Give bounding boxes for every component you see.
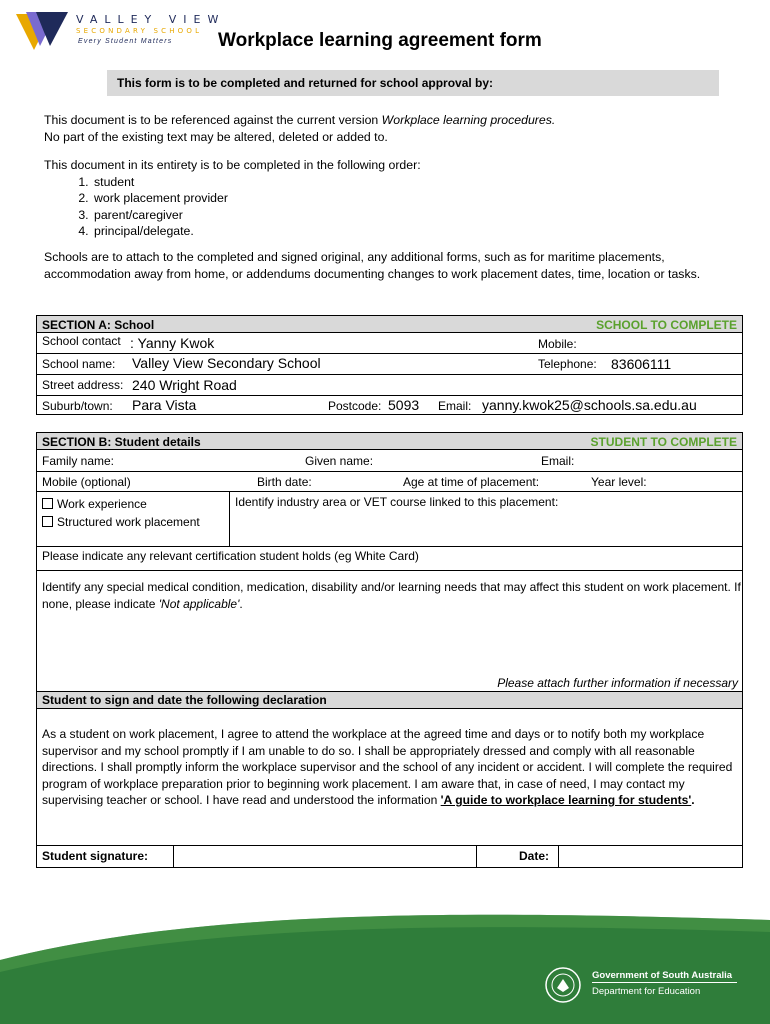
declaration-period: .	[691, 793, 695, 807]
list-item: 2. work placement provider	[92, 190, 421, 207]
year-level-label[interactable]: Year level:	[591, 475, 647, 489]
work-experience-label: Work experience	[57, 497, 147, 511]
list-item: 3. parent/caregiver	[92, 207, 421, 224]
suburb-label: Suburb/town:	[42, 399, 113, 413]
department-name: Department for Education	[592, 986, 701, 997]
given-name-label[interactable]: Given name:	[305, 454, 374, 468]
section-b-title: SECTION B: Student details	[42, 435, 201, 449]
industry-label[interactable]: Identify industry area or VET course linked to this placement:	[235, 495, 559, 509]
date-label: Date:	[519, 849, 550, 863]
email-field[interactable]: yanny.kwok25@schools.sa.edu.au	[482, 397, 697, 413]
street-address-label: Street address:	[42, 378, 124, 392]
list-item: 1. student	[92, 174, 421, 191]
intro-line1: This document is to be referenced against the current version	[44, 113, 382, 127]
school-name-field[interactable]: Valley View Secondary School	[132, 355, 321, 371]
school-name-label: School name:	[42, 357, 116, 371]
procedures-reference: Workplace learning procedures.	[381, 113, 556, 127]
family-name-label[interactable]: Family name:	[42, 454, 115, 468]
student-signature-label: Student signature:	[42, 849, 149, 863]
footer-banner	[0, 900, 770, 1024]
medical-text: Identify any special medical condition, medication, disability and/or learning needs that may affect this student on work placement. If none, please indicate	[42, 580, 741, 611]
medical-period: .	[239, 596, 243, 611]
logo-motto: Every Student Matters	[78, 38, 173, 45]
section-a-title: SECTION A: School	[42, 318, 155, 332]
structured-placement-label: Structured work placement	[57, 515, 200, 529]
not-applicable-text: 'Not applicable'	[158, 596, 240, 611]
declaration-body: As a student on work placement, I agree to attend the workplace at the agreed time and days or to notify both my workplace supervisor and my school promptly if I am unable to do so. I shall be appropriately dressed and comply with all reasonable directions. I shall promptly inform the workplace supervisor and the school of any incident or accident. I will complete the required program of workplace preparation prior to beginning work placement. I am aware that, in case of need, I may contact my supervising teacher or school. I have read and understood the information	[42, 727, 733, 807]
order-list	[44, 174, 421, 240]
work-experience-checkbox[interactable]	[42, 497, 147, 511]
order-intro: This document in its entirety is to be completed in the following order:	[44, 158, 421, 172]
certification-label[interactable]: Please indicate any relevant certification student holds (eg White Card)	[42, 549, 419, 563]
order-block	[44, 157, 421, 240]
mobile-optional-label[interactable]: Mobile (optional)	[42, 475, 131, 489]
date-field[interactable]	[559, 846, 742, 867]
checkbox-icon[interactable]	[42, 516, 53, 527]
intro-reference	[44, 112, 555, 145]
intro-line2: No part of the existing text may be altered, deleted or added to.	[44, 129, 388, 144]
section-b-complete: STUDENT TO COMPLETE	[590, 435, 737, 449]
postcode-label: Postcode:	[328, 399, 382, 413]
telephone-field[interactable]: 83606111	[611, 356, 672, 372]
student-signature-field[interactable]	[174, 846, 475, 867]
structured-placement-checkbox[interactable]	[42, 515, 200, 529]
government-name: Government of South Australia	[592, 970, 733, 981]
email-label: Email:	[438, 399, 472, 413]
footer-divider	[592, 982, 737, 983]
guide-link[interactable]: 'A guide to workplace learning for students'	[440, 793, 692, 807]
telephone-label: Telephone:	[538, 357, 597, 371]
approval-banner: This form is to be completed and returned for school approval by:	[107, 70, 719, 96]
school-contact-field[interactable]: : Yanny Kwok	[130, 335, 215, 351]
attach-info-note: Please attach further information if necessary	[497, 676, 738, 690]
postcode-field[interactable]: 5093	[388, 397, 420, 413]
government-crest-icon	[544, 966, 582, 1004]
age-label[interactable]: Age at time of placement:	[403, 475, 540, 489]
birth-date-label[interactable]: Birth date:	[257, 475, 312, 489]
mobile-label: Mobile:	[538, 337, 577, 351]
suburb-field[interactable]: Para Vista	[132, 397, 197, 413]
page-title: Workplace learning agreement form	[218, 30, 542, 51]
declaration-header: Student to sign and date the following declaration	[42, 693, 327, 707]
attach-instructions: Schools are to attach to the completed and signed original, any additional forms, such as for maritime placements, accommodation away from home, or addendums documenting changes to work placement dates, time, location or tasks.	[44, 250, 701, 281]
school-logo-icon	[16, 12, 70, 52]
logo-name: VALLEY VIEW	[76, 13, 226, 26]
medical-needs-label[interactable]	[42, 579, 742, 612]
logo-subtitle: SECONDARY SCHOOL	[76, 27, 203, 35]
school-contact-label: School contact	[42, 334, 121, 348]
checkbox-icon[interactable]	[42, 498, 53, 509]
declaration-text	[42, 726, 738, 809]
section-a-complete: SCHOOL TO COMPLETE	[596, 318, 737, 332]
street-address-field[interactable]: 240 Wright Road	[132, 377, 237, 393]
list-item: 4. principal/delegate.	[92, 223, 421, 240]
student-email-label[interactable]: Email:	[541, 454, 575, 468]
